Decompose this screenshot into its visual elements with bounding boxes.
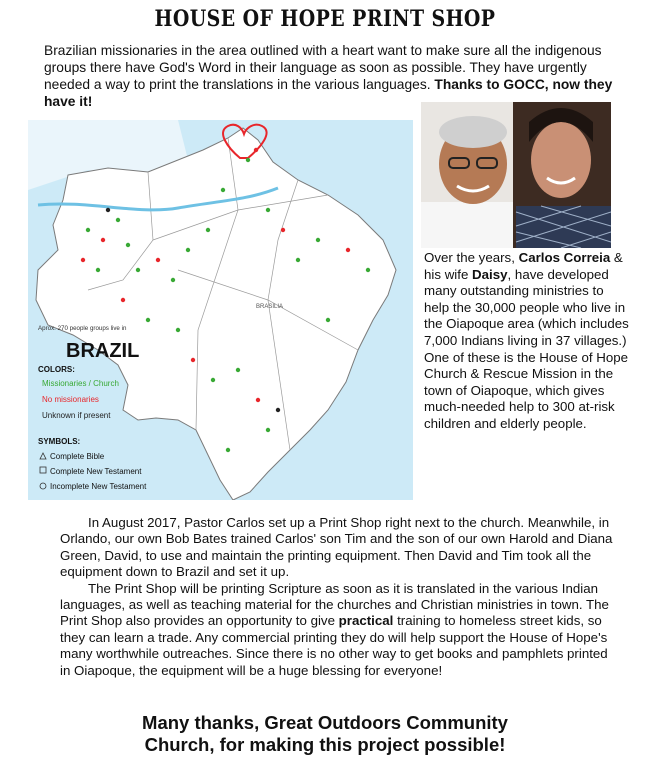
side-text-2: & his wife <box>424 250 623 282</box>
body-paragraph-1: In August 2017, Pastor Carlos set up a Print Shop right next to the church. Meanwhile, in Orlando, our own Bob Bates trained Carlos' son Tim and the son of our own Harold and Diana Green, David, to use and maintain the printing equipment. Then David and Tim took all the equipment down to Brazil and set it up. <box>60 515 613 580</box>
intro-thanks: Thanks to GOCC, now they have it! <box>44 77 613 109</box>
body-para2-a: The Print Shop will be printing Scripture as soon as it is translated in the various Indian languages, as well as teaching material for the churches and Christian ministries in town. The Print Shop also provides an opportunity to give <box>60 580 609 629</box>
side-paragraph <box>424 250 629 433</box>
closing-line-1: Many thanks, Great Outdoors Community <box>142 712 508 733</box>
side-text-3: , have developed many outstanding ministries to help the 30,000 people who live in the Oiapoque area (which includes 7,000 Indians living in 37 villages.) One of these is the House of Hope Church & Rescue Mission in the town of Oiapoque, which gives much-needed help to 300 at-risk children and elderly people. <box>424 266 629 431</box>
people-groups-note: Aprox. 270 people groups live in <box>38 325 127 332</box>
legend-no-missionaries: No missionaries <box>42 395 99 404</box>
body-paragraph-2 <box>60 581 615 679</box>
body-text <box>60 515 615 679</box>
intro-text: Brazilian missionaries in the area outlined with a heart want to make sure all the indigenous groups there have God's Word in their language as soon as possible. They have urgently needed a way to print the translations in the various languages. <box>44 43 602 92</box>
legend-missionaries: Missionaries / Church <box>42 379 119 388</box>
legend-unknown: Unknown if present <box>42 411 111 420</box>
name-carlos: Carlos Correia <box>518 250 611 265</box>
brazil-map <box>28 120 413 500</box>
country-label: BRAZIL <box>66 340 140 362</box>
closing-line-2: Church, for making this project possible! <box>144 734 506 755</box>
symbols-heading: SYMBOLS: <box>38 437 81 446</box>
closing-message <box>0 712 650 756</box>
legend-incomplete-nt: Incomplete New Testament <box>50 482 147 491</box>
page-title: HOUSE OF HOPE PRINT SHOP <box>154 6 496 32</box>
intro-paragraph <box>44 42 624 110</box>
couple-photo <box>421 102 611 248</box>
name-daisy: Daisy <box>472 266 508 282</box>
legend-complete-bible: Complete Bible <box>50 452 105 461</box>
side-text-1: Over the years, <box>424 250 519 265</box>
legend-complete-nt: Complete New Testament <box>50 467 142 476</box>
practical-word: practical <box>338 613 394 629</box>
capital-label: BRASILIA <box>256 304 284 310</box>
body-para2-b: training to homeless street kids, so they can learn a trade. Any commercial printing they do will help support the House of Hope's many worthwhile outreaches. Since there is no other way to get books and pamphlets printed in Oiapoque, the equipment will be a huge blessing for everyone! <box>60 613 608 678</box>
colors-heading: COLORS: <box>38 365 75 374</box>
